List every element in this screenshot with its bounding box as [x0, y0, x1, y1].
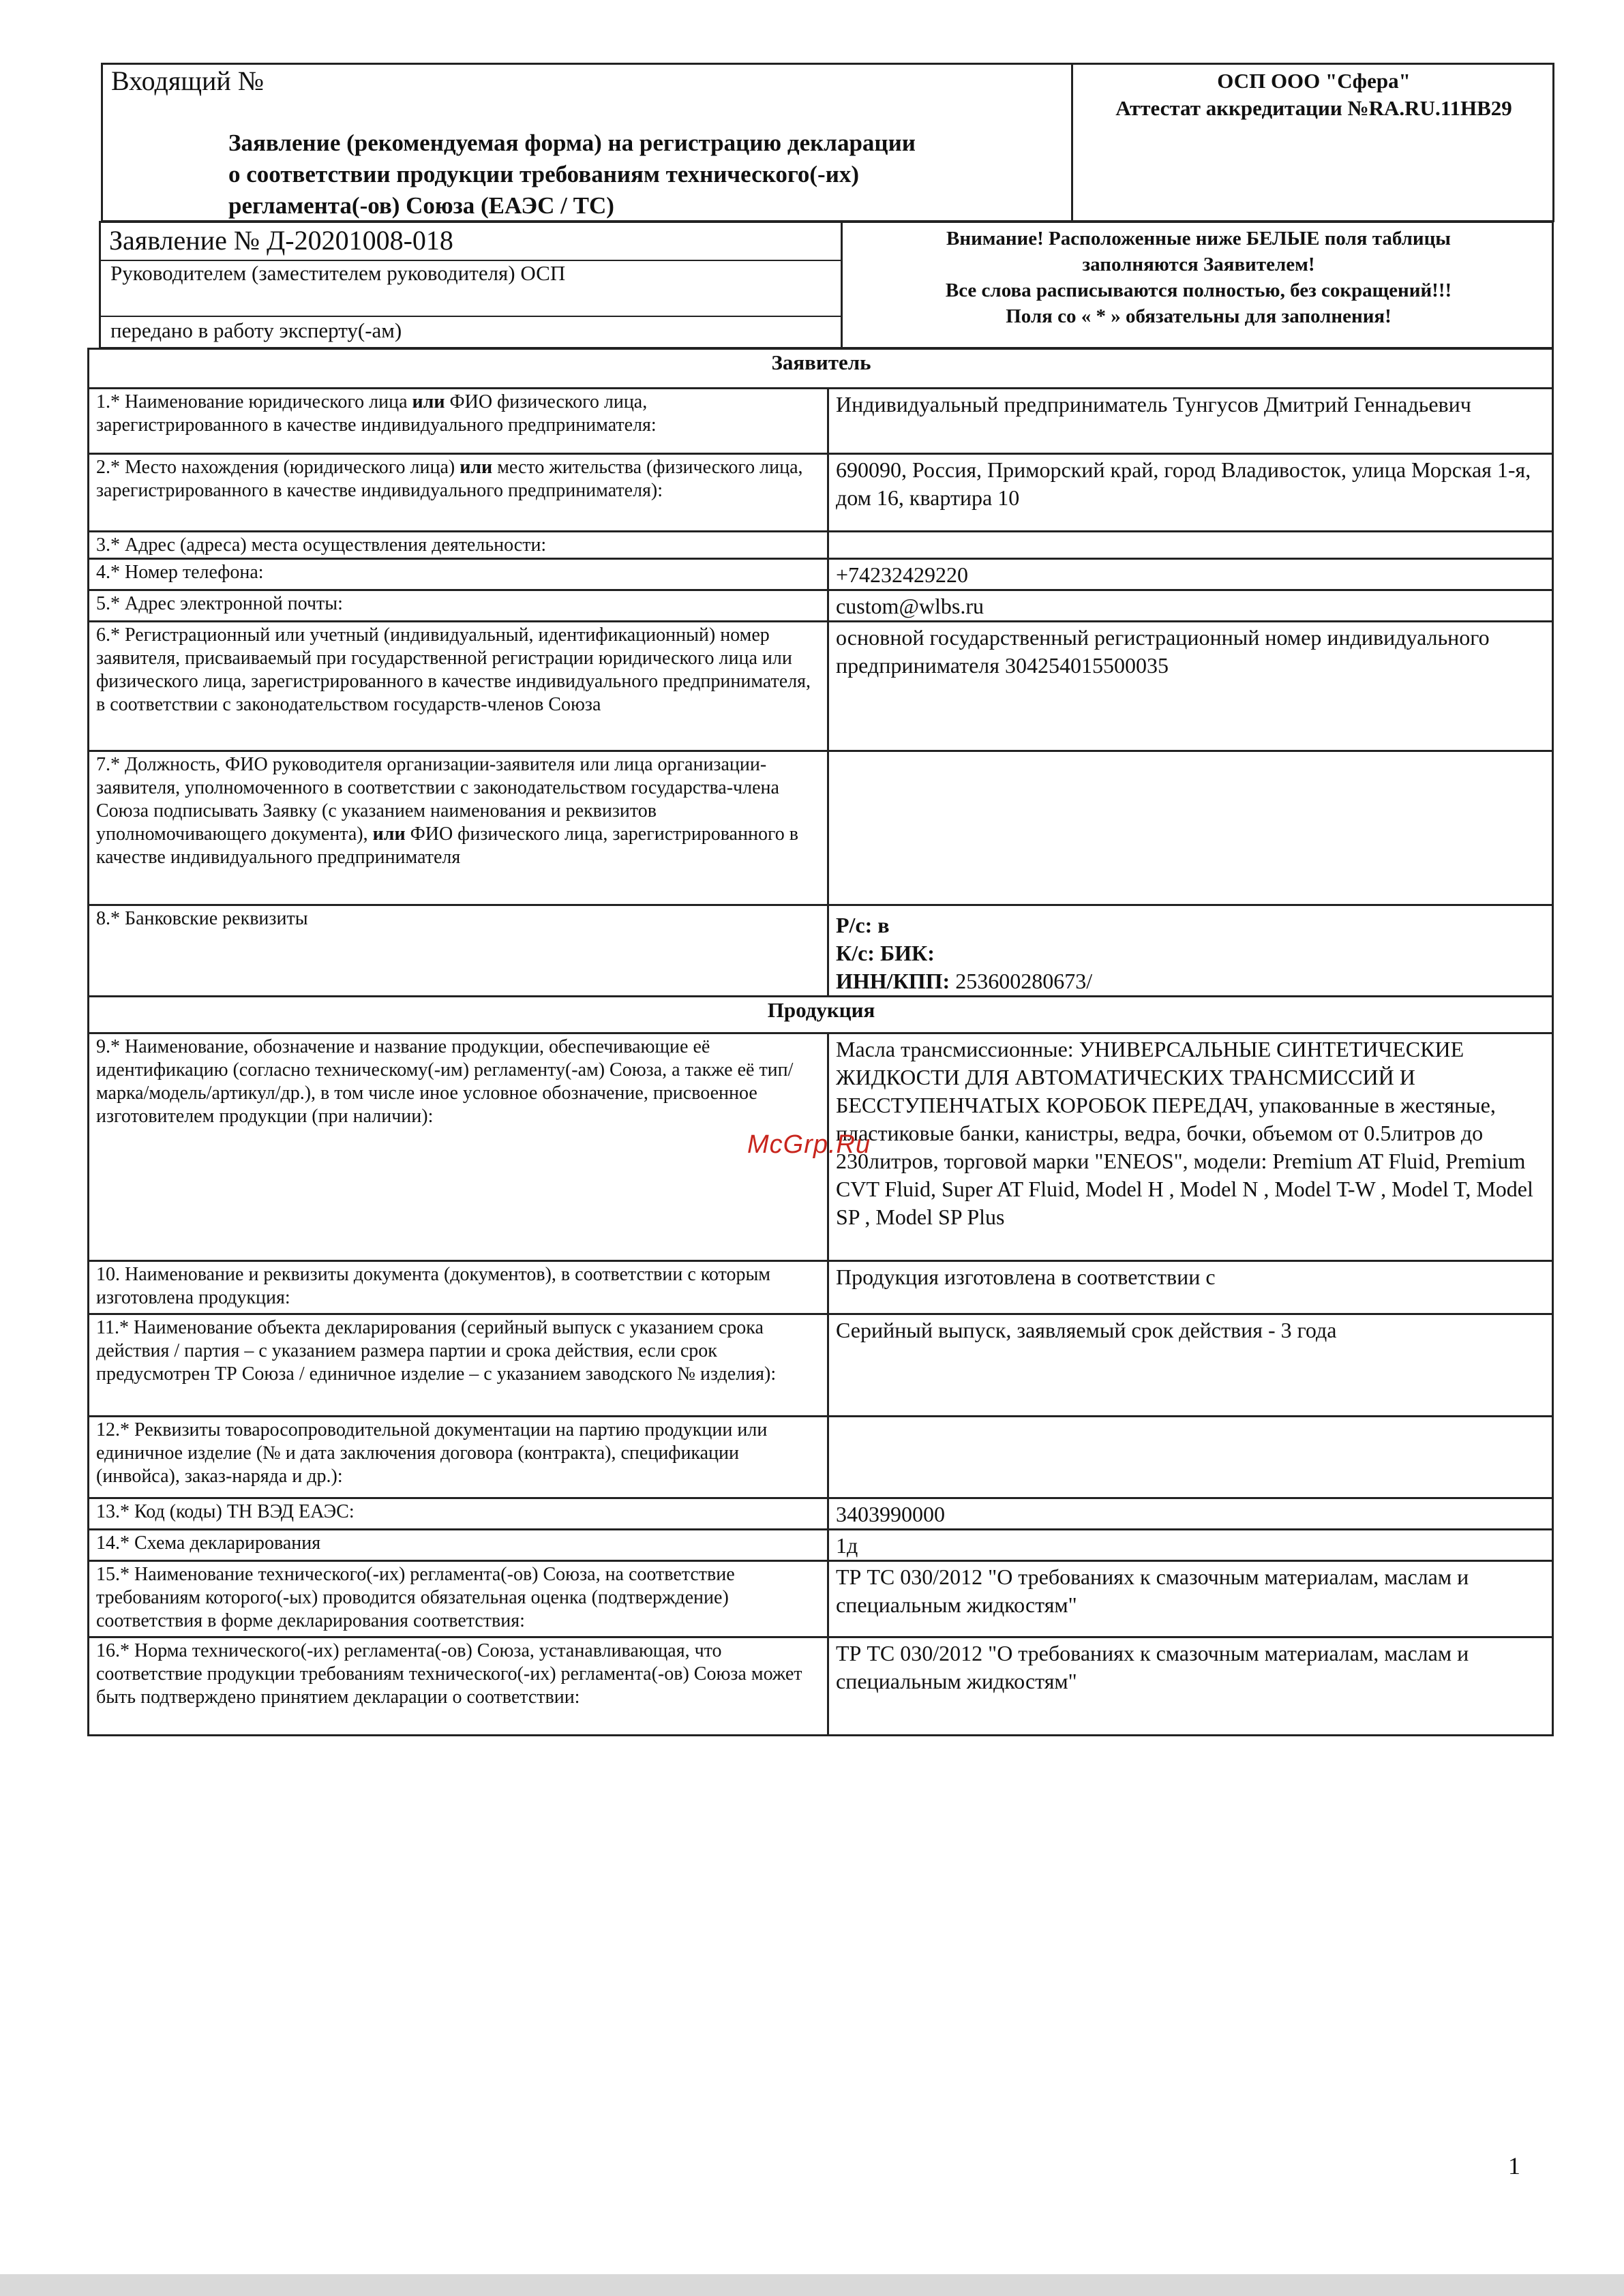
- row-divider: [101, 316, 841, 317]
- bank-correspondent-bik: К/с: БИК:: [836, 941, 935, 965]
- activity-address-field[interactable]: [828, 532, 1553, 559]
- inn-label: ИНН/КПП:: [836, 969, 950, 993]
- application-number: Заявление № Д-20201008-018: [109, 225, 453, 256]
- table-row: [89, 590, 1553, 622]
- application-header-divider: [841, 223, 843, 347]
- table-row: [89, 1417, 1553, 1498]
- table-row: [89, 1314, 1553, 1417]
- regulation-norm-field[interactable]: ТР ТС 030/2012 "О требованиях к смазочным материалам, маслам и специальным жидкостям": [828, 1637, 1553, 1736]
- shipping-documents-field[interactable]: [828, 1417, 1553, 1498]
- attention-line: заполняются Заявителем!: [1082, 254, 1315, 275]
- page-number: 1: [1508, 2152, 1520, 2179]
- osp-accreditation: Аттестат аккредитации №RA.RU.11HB29: [1115, 96, 1512, 120]
- section-applicant: Заявитель: [89, 349, 1553, 389]
- table-row: [89, 622, 1553, 751]
- head-label: Руководителем (заместителем руководителя) ОСП: [110, 261, 566, 285]
- section-row: [89, 997, 1553, 1033]
- form-title-line: регламента(-ов) Союза (ЕАЭС / ТС): [228, 192, 614, 219]
- table-row: [89, 454, 1553, 532]
- section-product: Продукция: [89, 997, 1553, 1033]
- head-of-organization-field[interactable]: [828, 751, 1553, 905]
- table-row: [89, 1561, 1553, 1637]
- form-title-line: Заявление (рекомендуемая форма) на регистрацию декларации: [228, 130, 916, 156]
- header-divider: [1071, 65, 1073, 220]
- row-label: 16.* Норма технического(-их) регламента(-ов) Союза, устанавливающая, что соответствие продукции требованиям технического(-их) регламента(-ов) Союза может быть подтверждено принятием декларации о соответствии:: [89, 1637, 828, 1736]
- osp-name: ОСП ООО "Сфера": [1217, 69, 1411, 93]
- incoming-number-label: Входящий №: [111, 65, 265, 96]
- application-table: [87, 348, 1554, 1736]
- osp-info: [1074, 67, 1554, 122]
- applicant-address-field[interactable]: 690090, Россия, Приморский край, город Владивосток, улица Морская 1-я, дом 16, квартира 10: [828, 454, 1553, 532]
- row-label: [89, 454, 828, 532]
- registration-number-field[interactable]: основной государственный регистрационный номер индивидуального предпринимателя 304254015500035: [828, 622, 1553, 751]
- row-label: 9.* Наименование, обозначение и название продукции, обеспечивающие её идентификацию (согласно техническому(-им) регламенту(-ам) Союза, а также её тип/марка/модель/артикул/др.), в том числе иное условное обозначение, присвоенное изготовителем продукции (при наличии):: [89, 1033, 828, 1261]
- table-row: [89, 905, 1553, 997]
- form-title-line: о соответствии продукции требованиям технического(-их): [228, 161, 860, 187]
- inn-kpp: [836, 967, 1546, 995]
- label-emphasis: или: [460, 457, 493, 478]
- declaration-scheme-field[interactable]: 1д: [828, 1530, 1553, 1561]
- row-label: 3.* Адрес (адреса) места осуществления деятельности:: [89, 532, 828, 559]
- row-label: 11.* Наименование объекта декларирования (серийный выпуск с указанием срока действия / партия – с указанием размера партии и срока действия, если срок предусмотрен ТР Союза / единичное изделие – с указанием заводского № изделия):: [89, 1314, 828, 1417]
- table-row: [89, 1637, 1553, 1736]
- row-label: [89, 389, 828, 454]
- watermark: McGrp.Ru: [747, 1130, 871, 1159]
- applicant-name-field[interactable]: Индивидуальный предприниматель Тунгусов Дмитрий Геннадьевич: [828, 389, 1553, 454]
- label-text: 2.* Место нахождения (юридического лица): [96, 457, 460, 478]
- product-name-field[interactable]: Масла трансмиссионные: УНИВЕРСАЛЬНЫЕ СИНТЕТИЧЕСКИЕ ЖИДКОСТИ ДЛЯ АВТОМАТИЧЕСКИХ ТРАНСМИССИЙ И БЕССТУПЕНЧАТЫХ КОРОБОК ПЕРЕДАЧ, упакованные в жестяные, пластиковые банки, канистры, ведра, бочки, объемом от 0.5литров до 230литров, торговой марки "ENEOS", модели: Premium AT Fluid, Premium CVT Fluid, Super AT Fluid, Model H , Model N , Model T-W , Model T, Model SP , Model SP Plus: [828, 1033, 1553, 1261]
- row-label: 13.* Код (коды) ТН ВЭД ЕАЭС:: [89, 1498, 828, 1530]
- table-row: [89, 532, 1553, 559]
- passed-to-expert-label: передано в работу эксперту(-ам): [110, 318, 402, 342]
- label-emphasis: или: [372, 824, 406, 845]
- tn-ved-code-field[interactable]: 3403990000: [828, 1498, 1553, 1530]
- label-emphasis: или: [412, 391, 445, 412]
- attention-line: Поля со « * » обязательны для заполнения!: [1006, 305, 1392, 327]
- row-label: 5.* Адрес электронной почты:: [89, 590, 828, 622]
- table-row: [89, 559, 1553, 590]
- row-label: [89, 751, 828, 905]
- standard-document-field[interactable]: Продукция изготовлена в соответствии с: [828, 1261, 1553, 1314]
- label-text: ФИО физического лица, зарегистрированного в качестве индивидуального предпринимателя: [96, 824, 798, 868]
- bank-details-field[interactable]: [828, 905, 1553, 997]
- table-row: [89, 1498, 1553, 1530]
- label-text: ФИО физического лица, зарегистрированного в качестве индивидуального предпринимателя:: [96, 391, 657, 436]
- attention-line: Внимание! Расположенные ниже БЕЛЫЕ поля таблицы: [946, 228, 1451, 250]
- row-label: 10. Наименование и реквизиты документа (документов), в соответствии с которым изготовлена продукция:: [89, 1261, 828, 1314]
- row-label: 15.* Наименование технического(-их) регламента(-ов) Союза, на соответствие требованиям которого(-ых) проводится обязательная оценка (подтверждение) соответствия в форме декларирования соответствия:: [89, 1561, 828, 1637]
- table-row: [89, 751, 1553, 905]
- phone-field[interactable]: +74232429220: [828, 559, 1553, 590]
- row-label: 8.* Банковские реквизиты: [89, 905, 828, 997]
- table-row: [89, 1530, 1553, 1561]
- inn-value: 253600280673/: [950, 969, 1093, 993]
- label-text: место жительства (физического лица, зарегистрированного в качестве индивидуального предпринимателя):: [96, 457, 803, 501]
- table-row: [89, 1261, 1553, 1314]
- form-title: [228, 127, 1047, 222]
- row-label: 14.* Схема декларирования: [89, 1530, 828, 1561]
- label-text: 1.* Наименование юридического лица: [96, 391, 412, 412]
- row-label: 12.* Реквизиты товаросопроводительной документации на партию продукции или единичное изделие (№ и дата заключения договора (контракта), спецификации (инвойса), заказ-наряда и др.):: [89, 1417, 828, 1498]
- scan-edge: [0, 2274, 1624, 2296]
- row-label: 6.* Регистрационный или учетный (индивидуальный, идентификационный) номер заявителя, присваиваемый при государственной регистрации юридического лица или физического лица, зарегистрированного в качестве индивидуального предпринимателя, в соответствии с законодательством государств-членов Союза: [89, 622, 828, 751]
- application-header: [99, 221, 1554, 349]
- row-label: 4.* Номер телефона:: [89, 559, 828, 590]
- email-field[interactable]: custom@wlbs.ru: [828, 590, 1553, 622]
- section-row: [89, 349, 1553, 389]
- bank-account: Р/с: в: [836, 913, 890, 937]
- attention-line: Все слова расписываются полностью, без сокращений!!!: [945, 280, 1452, 301]
- attention-notice: [844, 226, 1553, 329]
- technical-regulation-field[interactable]: ТР ТС 030/2012 "О требованиях к смазочным материалам, маслам и специальным жидкостям": [828, 1561, 1553, 1637]
- header-block: [101, 63, 1554, 222]
- label-text: 7.* Должность, ФИО руководителя организации-заявителя или лица организации-заявителя, уполномоченного в соответствии с законодательством государства-члена Союза подписывать Заявку (с указанием наименования и реквизитов уполномочивающего документа),: [96, 754, 779, 845]
- declaration-object-field[interactable]: Серийный выпуск, заявляемый срок действия - 3 года: [828, 1314, 1553, 1417]
- table-row: [89, 389, 1553, 454]
